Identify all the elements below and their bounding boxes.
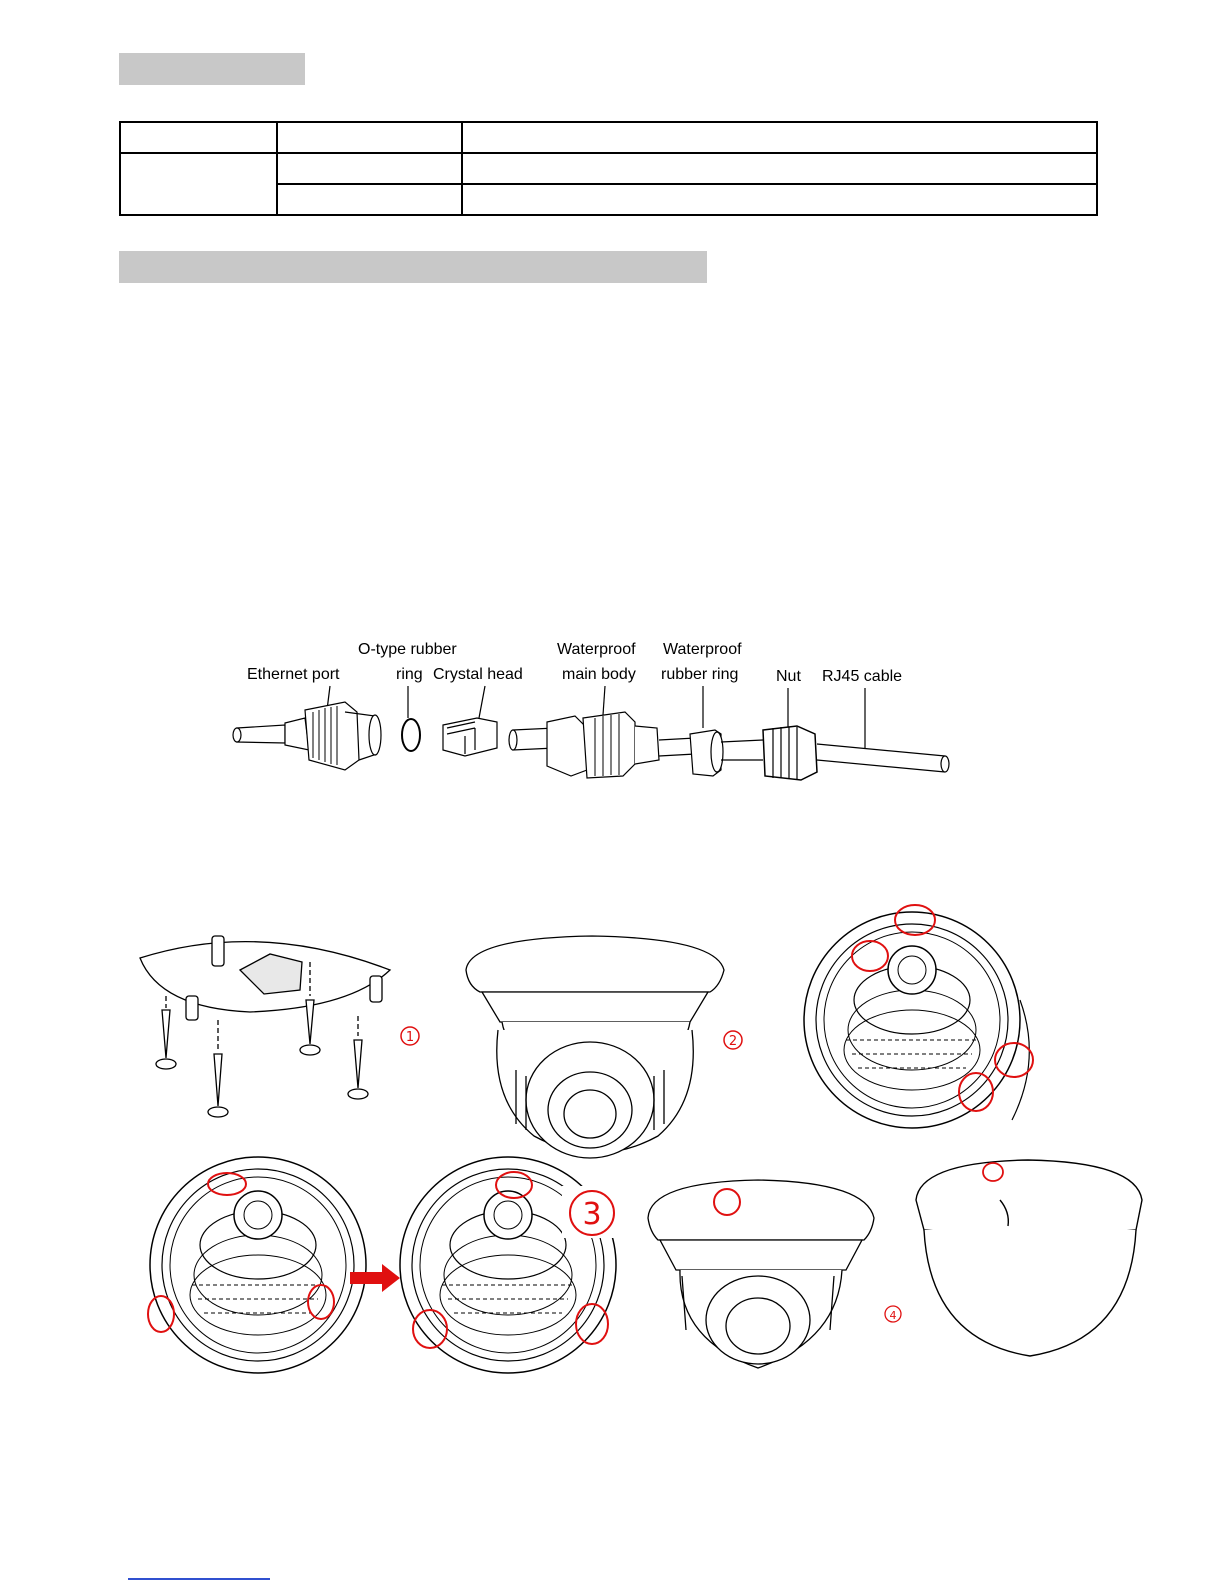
table-cell bbox=[462, 184, 1097, 215]
installation-steps-diagram bbox=[130, 900, 1150, 1400]
label-wp-body-2: main body bbox=[562, 666, 636, 683]
footer-link-underline bbox=[128, 1578, 270, 1580]
table-cell bbox=[120, 122, 277, 153]
table-row bbox=[120, 153, 1097, 184]
table-cell bbox=[277, 184, 462, 215]
step3-number: 3 bbox=[582, 1197, 602, 1232]
table-cell bbox=[462, 122, 1097, 153]
spec-table bbox=[119, 121, 1098, 216]
label-wp-ring-1: Waterproof bbox=[663, 641, 742, 658]
table-cell bbox=[277, 122, 462, 153]
label-o-ring-2: ring bbox=[396, 666, 423, 683]
cable-assembly-diagram bbox=[225, 630, 955, 800]
label-rj45-cable: RJ45 cable bbox=[822, 668, 903, 685]
section-header-bar-1 bbox=[119, 53, 305, 85]
step2-number: 2 bbox=[728, 1034, 738, 1049]
table-cell bbox=[277, 153, 462, 184]
label-o-ring-1: O-type rubber bbox=[358, 641, 457, 658]
table-cell bbox=[120, 153, 277, 215]
label-wp-body-1: Waterproof bbox=[557, 641, 636, 658]
label-nut: Nut bbox=[776, 668, 801, 685]
label-ethernet-port: Ethernet port bbox=[247, 666, 340, 683]
step1-number: 1 bbox=[405, 1030, 415, 1045]
section-header-bar-2 bbox=[119, 251, 707, 283]
label-wp-ring-2: rubber ring bbox=[661, 666, 739, 683]
step4-number: 4 bbox=[889, 1309, 897, 1322]
table-row bbox=[120, 122, 1097, 153]
table-cell bbox=[462, 153, 1097, 184]
label-crystal-head: Crystal head bbox=[433, 666, 523, 683]
